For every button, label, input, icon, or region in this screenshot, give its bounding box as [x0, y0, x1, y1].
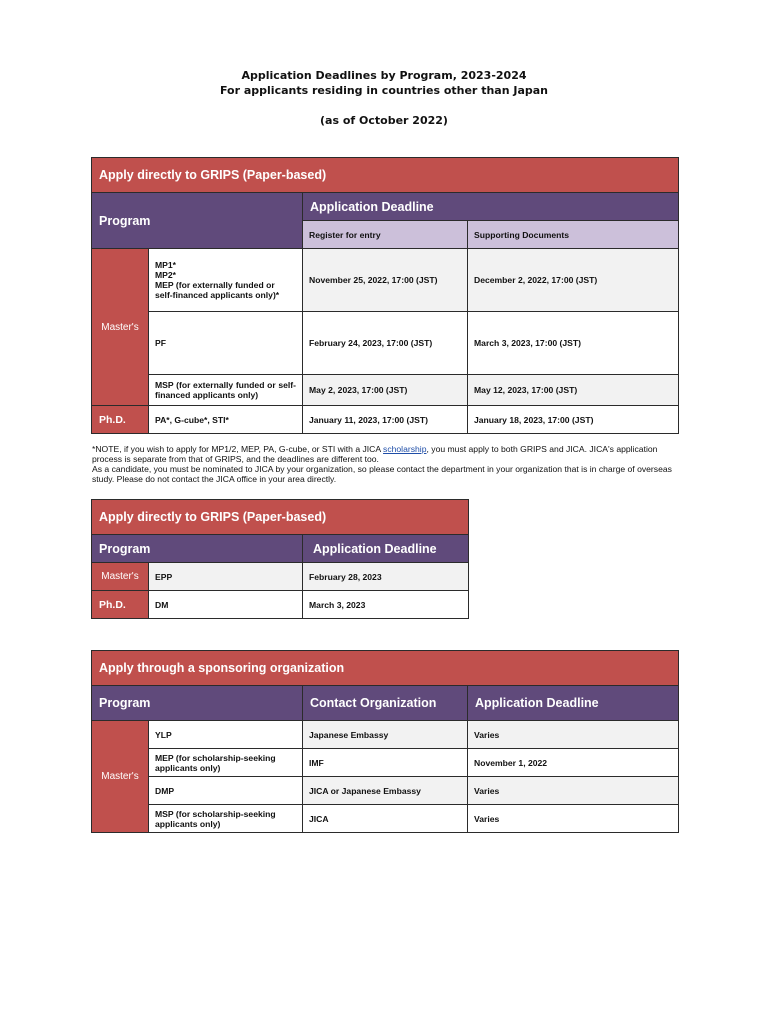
note-text: , you must apply to both GRIPS and JICA. JICA's application process is separate from that of GRIPS, and the deadlines are different too.: [92, 444, 658, 464]
table1-program-header: Program: [92, 193, 303, 249]
table2-phd-label: Ph.D.: [92, 591, 149, 619]
document-subtitle: For applicants residing in countries other than Japan: [219, 84, 549, 97]
table-cell-docs: January 18, 2023, 17:00 (JST): [468, 406, 679, 434]
table-cell-register: November 25, 2022, 17:00 (JST): [303, 249, 468, 312]
table2-deadline-header: Application Deadline: [303, 535, 469, 563]
table-cell-deadline: March 3, 2023: [303, 591, 469, 619]
table-cell-docs: May 12, 2023, 17:00 (JST): [468, 375, 679, 406]
table-cell-program: DMP: [149, 777, 303, 805]
table1-phd-label: Ph.D.: [92, 406, 149, 434]
table2-title: Apply directly to GRIPS (Paper-based): [92, 500, 469, 535]
program-line: MP2*: [155, 270, 177, 280]
table-cell-docs: March 3, 2023, 17:00 (JST): [468, 312, 679, 375]
program-line: self-financed applicants only)*: [155, 290, 280, 300]
table1-deadline-header: Application Deadline: [303, 193, 679, 221]
table-cell-deadline: November 1, 2022: [468, 749, 679, 777]
table2-masters-label: Master's: [92, 563, 149, 591]
table-cell-program: PA*, G-cube*, STI*: [149, 406, 303, 434]
table-cell-contact: JICA or Japanese Embassy: [303, 777, 468, 805]
table-cell-program: PF: [149, 312, 303, 375]
table3-masters-label: Master's: [92, 721, 149, 833]
deadlines-table-epp-dm: [91, 499, 469, 619]
table-cell-docs: December 2, 2022, 17:00 (JST): [468, 249, 679, 312]
table-cell-program: [149, 249, 303, 312]
table-cell-deadline: Varies: [468, 805, 679, 833]
table-cell-program: DM: [149, 591, 303, 619]
table-cell-program: MSP (for externally funded or self-financed applicants only): [149, 375, 303, 406]
table-cell-program: YLP: [149, 721, 303, 749]
table3-contact-header: Contact Organization: [303, 686, 468, 721]
program-line: MEP (for externally funded or: [155, 280, 275, 290]
table-cell-program: EPP: [149, 563, 303, 591]
table-cell-deadline: February 28, 2023: [303, 563, 469, 591]
table-cell-register: May 2, 2023, 17:00 (JST): [303, 375, 468, 406]
deadlines-table-sponsoring-org: [91, 650, 679, 833]
deadlines-table-paper-based: [91, 157, 679, 434]
jica-note-paragraph-2: As a candidate, you must be nominated to JICA by your organization, so please contact the department in your organization that is in charge of overseas study. Please do not contact the JICA office in your area directly.: [92, 464, 672, 484]
note-text: *NOTE, if you wish to apply for MP1/2, MEP, PA, G-cube, or STI with a JICA: [92, 444, 384, 454]
table-cell-program: MSP (for scholarship-seeking applicants only): [149, 805, 303, 833]
jica-note-paragraph-1: [92, 444, 677, 464]
table-cell-contact: JICA: [303, 805, 468, 833]
table1-docs-header: Supporting Documents: [468, 221, 679, 249]
program-line: MP1*: [155, 260, 177, 270]
table-cell-register: January 11, 2023, 17:00 (JST): [303, 406, 468, 434]
table-cell-program: MEP (for scholarship-seeking applicants only): [149, 749, 303, 777]
table-cell-contact: Japanese Embassy: [303, 721, 468, 749]
scholarship-link[interactable]: scholarship: [383, 444, 427, 454]
table-cell-deadline: Varies: [468, 777, 679, 805]
table3-title: Apply through a sponsoring organization: [92, 651, 679, 686]
table1-masters-label: Master's: [92, 249, 149, 406]
table-cell-contact: IMF: [303, 749, 468, 777]
jica-note: [92, 444, 677, 484]
table3-deadline-header: Application Deadline: [468, 686, 679, 721]
table3-program-header: Program: [92, 686, 303, 721]
table2-program-header: Program: [92, 535, 303, 563]
table1-register-header: Register for entry: [303, 221, 468, 249]
document-title: Application Deadlines by Program, 2023-2024: [241, 69, 527, 82]
table-cell-deadline: Varies: [468, 721, 679, 749]
table1-title: Apply directly to GRIPS (Paper-based): [92, 158, 679, 193]
table-cell-register: February 24, 2023, 17:00 (JST): [303, 312, 468, 375]
as-of-date: (as of October 2022): [320, 114, 448, 127]
